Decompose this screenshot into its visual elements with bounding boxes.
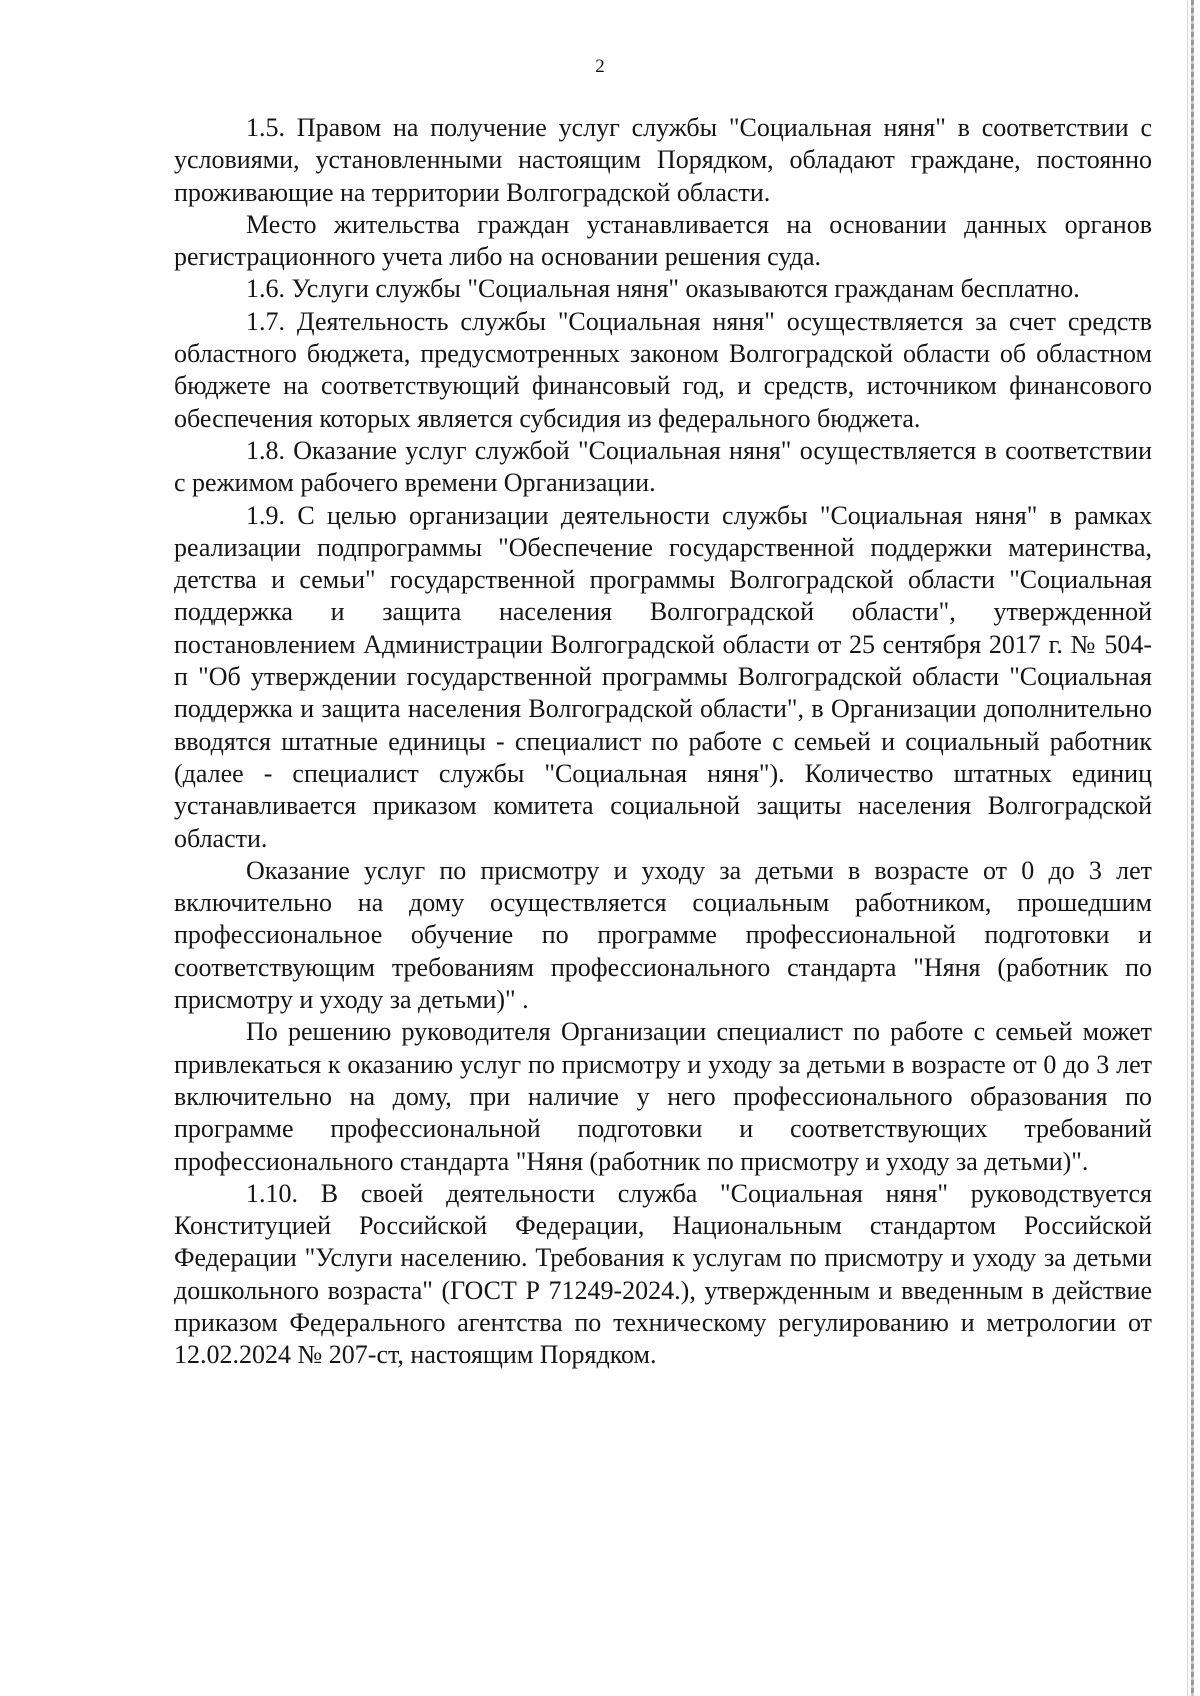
paragraph-family-specialist: По решению руководителя Организации специалист по работе с семьей может привлекаться к оказанию услуг по присмотру и уходу за детьми в возрасте от 0 до 3 лет включительно на дому, при наличие у него профессионального образования по программе профессиональной подготовки и соответствующих требований профессионального стандарта "Няня (работник по присмотру и уходу за детьми)". bbox=[174, 1017, 1152, 1176]
paragraph-services-social-worker: Оказание услуг по присмотру и уходу за детьми в возрасте от 0 до 3 лет включительно на дому осуществляется социальным работником, прошедшим профессиональное обучение по программе профессиональной подготовки и соответствующим требованиям профессионального стандарта "Няня (работник по присмотру и уходу за детьми)" . bbox=[174, 855, 1152, 1015]
paragraph-1-5: 1.5. Правом на получение услуг службы "Социальная няня" в соответствии с условиями, установленными настоящим Порядком, обладают граждане, постоянно проживающие на территории Волгоградской области. bbox=[174, 113, 1152, 207]
paragraph-1-6: 1.6. Услуги службы "Социальная няня" оказываются гражданам бесплатно. bbox=[246, 274, 1080, 304]
paragraph-1-7: 1.7. Деятельность службы "Социальная няня" осуществляется за счет средств областного бюджета, предусмотренных законом Волгоградской области об областном бюджете на соответствующий финансовый год, и средств, источником финансового обеспечения которых является субсидия из федерального бюджета. bbox=[174, 306, 1152, 433]
paragraph-1-8: 1.8. Оказание услуг службой "Социальная няня" осуществляется в соответствии с режимом рабочего времени Организации. bbox=[174, 435, 1152, 498]
scan-edge-shadow bbox=[1187, 0, 1188, 1696]
document-body bbox=[174, 112, 1152, 1372]
paragraph-1-9: 1.9. С целью организации деятельности службы "Социальная няня" в рамках реализации подпрограммы "Обеспечение государственной поддержки материнства, детства и семьи" государственной программы Волгоградской области "Социальная поддержка и защита населения Волгоградской области", утвержденной постановлением Администрации Волгоградской области от 25 сентября 2017 г. № 504-п "Об утверждении государственной программы Волгоградской области "Социальная поддержка и защита населения Волгоградской области", в Организации дополнительно вводятся штатные единицы - специалист по работе с семьей и социальный работник (далее - специалист службы "Социальная няня"). Количество штатных единиц устанавливается приказом комитета социальной защиты населения Волгоградской области. bbox=[174, 500, 1152, 853]
page-number: 2 bbox=[595, 56, 605, 77]
paragraph-residence: Место жительства граждан устанавливается на основании данных органов регистрационного учета либо на основании решения суда. bbox=[174, 209, 1152, 272]
scan-edge-binding bbox=[1191, 0, 1194, 1696]
paragraph-1-10: 1.10. В своей деятельности служба "Социальная няня" руководствуется Конституцией Российской Федерации, Национальным стандартом Российской Федерации "Услуги населению. Требования к услугам по присмотру и уходу за детьми дошкольного возраста" (ГОСТ Р 71249-2024.), утвержденным и введенным в действие приказом Федерального агентства по техническому регулированию и метрологии от 12.02.2024 № 207-ст, настоящим Порядком. bbox=[174, 1178, 1152, 1370]
